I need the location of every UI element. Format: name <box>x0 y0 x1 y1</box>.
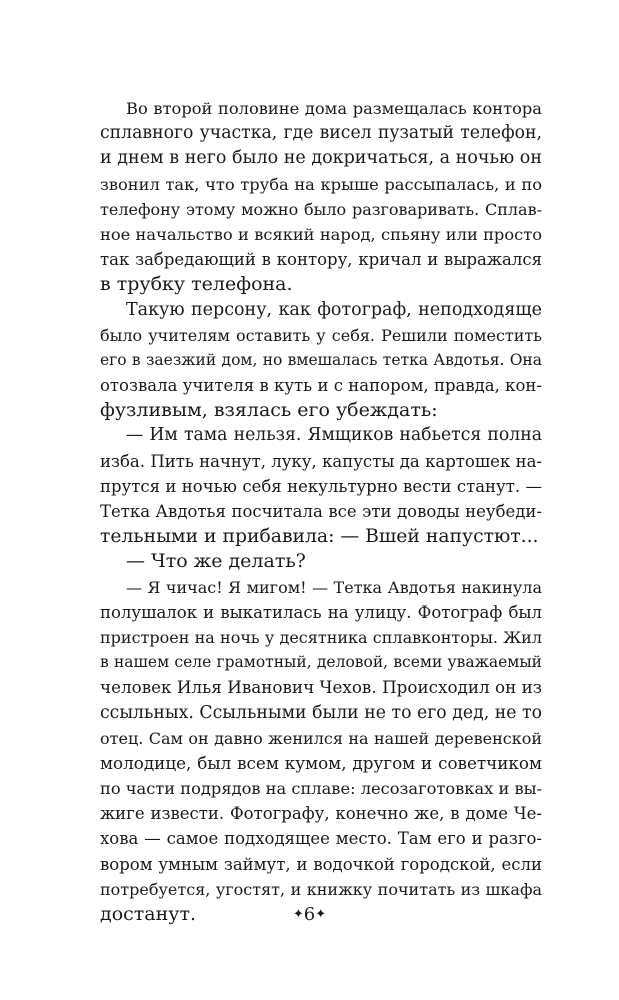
text-line: тельными и прибавила: — Вшей напустют... <box>100 526 539 548</box>
text-line: вором умным займут, и водочкой городской, если <box>100 854 542 874</box>
page-number: 6 <box>303 904 316 925</box>
text-line: по части подрядов на сплаве: лесозаготовках и вы- <box>100 779 543 799</box>
text-line: телефону этому можно было разговаривать. Сплав- <box>100 199 542 219</box>
left-ornament-icon: ✦ <box>292 907 304 922</box>
text-line: прутся и ночью себя некультурно вести станут. — <box>100 476 542 496</box>
text-line: — Я чичас! Я мигом! — Тетка Авдотья накинула <box>126 577 542 597</box>
text-line: отец. Сам он давно женился на нашей деревенской <box>100 728 542 748</box>
text-line: достанут. <box>100 903 197 925</box>
text-line: человек Илья Иванович Чехов. Происходил он из <box>100 677 542 698</box>
text-line: было учителям оставить у себя. Решили поместить <box>100 325 542 345</box>
text-line: пристроен на ночь у десятника сплавконторы. Жил <box>100 627 542 647</box>
text-line: изба. Пить начнут, луку, капусты да картошек на- <box>100 451 542 471</box>
page-folio <box>0 904 619 925</box>
text-line: ное начальство и всякий народ, спьяну или просто <box>100 224 542 244</box>
text-line: фузливым, взялась его убеждать: <box>100 399 438 422</box>
text-line: ссыльных. Ссыльными были не то его дед, не то <box>100 702 542 723</box>
text-line: сплавного участка, где висел пузатый телефон, <box>100 123 542 144</box>
text-line: хова — самое подходящее место. Там его и разго- <box>100 829 542 849</box>
text-line: Во второй половине дома размещалась контора <box>126 99 542 118</box>
text-line: Тетка Авдотья посчитала все эти доводы неубеди- <box>100 502 542 521</box>
text-line: в нашем селе грамотный, деловой, всеми уважаемый <box>100 653 542 672</box>
page-body <box>100 96 542 927</box>
text-line: потребуется, угостят, и книжку почитать из шкафа <box>100 879 542 899</box>
text-line: — Им тама нельзя. Ямщиков набьется полна <box>126 425 542 446</box>
text-line: в трубку телефона. <box>100 273 293 296</box>
right-ornament-icon: ✦ <box>315 907 327 922</box>
text-line: молодице, был всем кумом, другом и советчиком <box>100 752 542 773</box>
text-line: отозвала учителя в куть и с напором, правда, кон- <box>100 376 542 396</box>
text-line: его в заезжий дом, но вмешалась тетка Авдотья. Она <box>100 350 542 369</box>
text-line: — Что же делать? <box>126 550 306 573</box>
text-line: так забредающий в контору, кричал и выражался <box>100 250 542 270</box>
text-line: звонил так, что труба на крыше рассыпалась, и по <box>100 174 542 194</box>
text-line: и днем в него было не докричаться, а ночью он <box>100 148 542 169</box>
text-line: полушалок и выкатилась на улицу. Фотограф был <box>100 602 542 622</box>
text-line: Такую персону, как фотограф, неподходяще <box>126 299 542 320</box>
text-line: жиге извести. Фотографу, конечно же, в доме Че- <box>100 804 542 824</box>
